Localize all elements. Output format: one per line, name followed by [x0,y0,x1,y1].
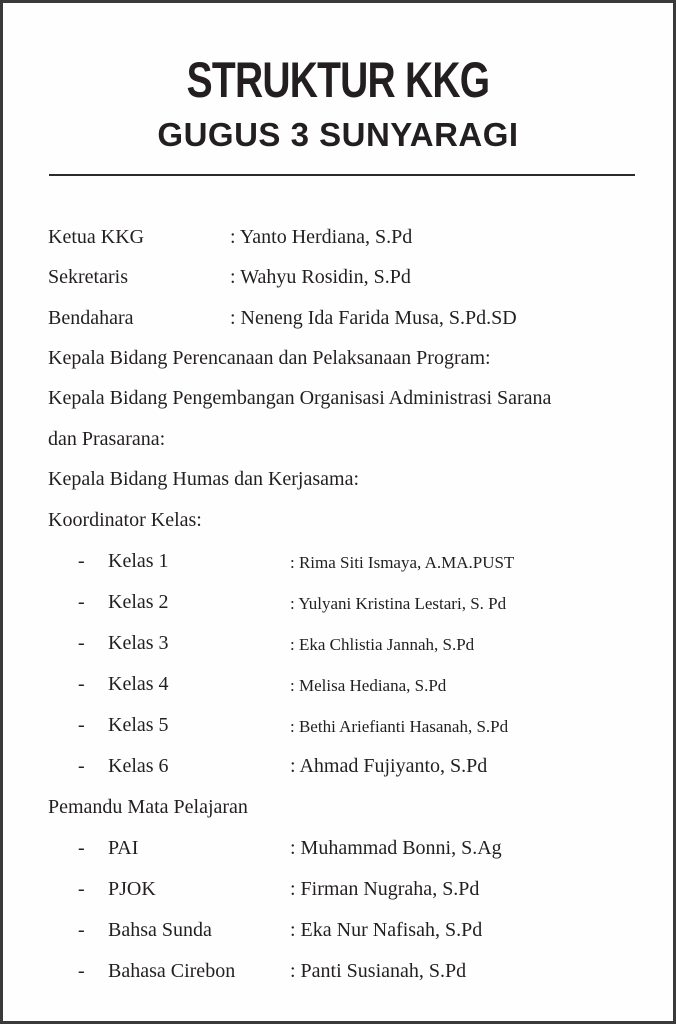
class-label: Kelas 2 [108,591,169,613]
page-subtitle: GUGUS 3 SUNYARAGI [157,116,519,153]
class-label: Kelas 5 [108,714,169,736]
guide-name: : Firman Nugraha, S.Pd [290,878,480,900]
bullet-dash: - [78,632,85,654]
officer-role: Bendahara [48,307,134,329]
bullet-dash: - [78,714,85,736]
bullet-dash: - [78,837,85,859]
coordinator-name: : Eka Chlistia Jannah, S.Pd [290,635,475,654]
officer-role: Ketua KKG [48,226,145,248]
subject-label: PAI [108,837,139,859]
bullet-dash: - [78,878,85,900]
officer-name: : Neneng Ida Farida Musa, S.Pd.SD [230,307,517,329]
officer-role: Sekretaris [48,266,128,288]
coordinator-name: : Rima Siti Ismaya, A.MA.PUST [290,553,515,572]
class-label: Kelas 1 [108,550,169,572]
page-title: STRUKTUR KKG [186,52,490,108]
coordinator-name: : Bethi Ariefianti Hasanah, S.Pd [290,717,509,736]
guide-name: : Panti Susianah, S.Pd [290,960,467,982]
subject-label: Bahasa Cirebon [108,960,236,982]
coordinator-name: : Yulyani Kristina Lestari, S. Pd [290,594,507,613]
coordinator-name: : Ahmad Fujiyanto, S.Pd [290,755,488,777]
bullet-dash: - [78,960,85,982]
officer-name: : Yanto Herdiana, S.Pd [230,226,413,248]
bullet-dash: - [78,919,85,941]
field-label: Kepala Bidang Perencanaan dan Pelaksanaan Program: [48,347,491,369]
section-heading-text: Pemandu Mata Pelajaran [48,796,248,818]
bullet-dash: - [78,673,85,695]
section-heading-text: Koordinator Kelas: [48,509,202,531]
bullet-dash: - [78,550,85,572]
field-label: Kepala Bidang Humas dan Kerjasama: [48,468,360,490]
field-label: Kepala Bidang Pengembangan Organisasi Administrasi Sarana [48,387,552,409]
officer-name: : Wahyu Rosidin, S.Pd [230,266,411,288]
field-label: dan Prasarana: [48,428,166,450]
divider [49,174,635,176]
guide-name: : Muhammad Bonni, S.Ag [290,837,502,859]
class-label: Kelas 6 [108,755,169,777]
class-label: Kelas 4 [108,673,169,695]
guide-name: : Eka Nur Nafisah, S.Pd [290,919,483,941]
subject-label: Bahsa Sunda [108,919,212,941]
class-label: Kelas 3 [108,632,169,654]
bullet-dash: - [78,755,85,777]
subject-label: PJOK [108,878,156,900]
coordinator-name: : Melisa Hediana, S.Pd [290,676,447,695]
bullet-dash: - [78,591,85,613]
